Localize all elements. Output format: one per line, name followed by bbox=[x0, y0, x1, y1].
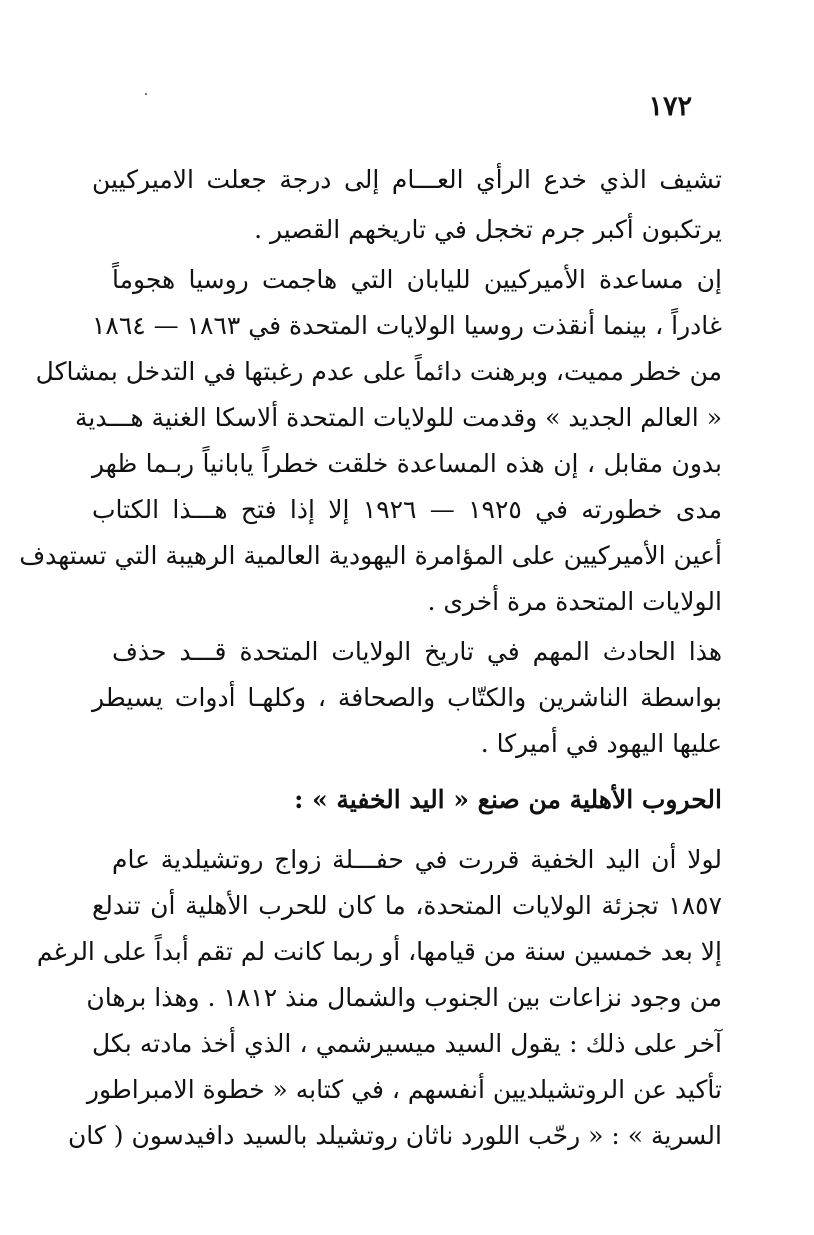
text-line: الولايات المتحدة مرة أخرى . bbox=[427, 587, 722, 616]
text-line: لولا أن اليد الخفية قررت في حفـــلة زواج روتشيلدية عام bbox=[112, 845, 722, 874]
scan-speck bbox=[145, 93, 147, 95]
text-line: إن مساعدة الأميركيين لليابان التي هاجمت روسيا هجوماً bbox=[112, 265, 722, 294]
text-line: تأكيد عن الروتشيلديين أنفسهم ، في كتابه « خطوة الامبراطور bbox=[86, 1075, 722, 1104]
text-line: « العالم الجديد » وقدمت للولايات المتحدة ألاسكا الغنية هـــدية bbox=[74, 403, 722, 432]
text-line: آخر على ذلك : يقول السيد ميسيرشمي ، الذي أخذ مادته بكل bbox=[92, 1029, 722, 1058]
text-line: السرية » : « رحّب اللورد ناثان روتشيلد بالسيد دافيدسون ( كان bbox=[67, 1121, 722, 1150]
text-line: ١٨٥٧ تجزئة الولايات المتحدة، ما كان للحرب الأهلية أن تندلع bbox=[92, 891, 722, 920]
text-line: مدى خطورته في ١٩٢٥ — ١٩٢٦ إلا إذا فتح هـــذا الكتاب bbox=[92, 495, 722, 524]
text-line: يرتكبون أكبر جرم تخجل في تاريخهم القصير . bbox=[254, 215, 722, 244]
text-line: أعين الأميركيين على المؤامرة اليهودية العالمية الرهيبة التي تستهدف bbox=[19, 541, 722, 570]
text-line: تشيف الذي خدع الرأي العـــام إلى درجة جعلت الاميركيين bbox=[92, 165, 722, 194]
text-line: بدون مقابل ، إن هذه المساعدة خلقت خطراً يابانياً ربـما ظهر bbox=[92, 449, 722, 478]
text-line: من خطر مميت، وبرهنت دائماً على عدم رغبتها في التدخل بمشاكل bbox=[35, 357, 722, 386]
text-line: هذا الحادث المهم في تاريخ الولايات المتحدة قـــد حذف bbox=[112, 637, 722, 666]
section-heading: الحروب الأهلية من صنع « اليد الخفية » : bbox=[294, 785, 722, 814]
text-line: عليها اليهود في أميركا . bbox=[480, 729, 722, 758]
text-line: من وجود نزاعات بين الجنوب والشمال منذ ١٨١٢ . وهذا برهان bbox=[86, 983, 722, 1012]
text-line: إلا بعد خمسين سنة من قيامها، أو ربما كانت لم تقم أبداً على الرغم bbox=[36, 937, 722, 966]
text-line: غادراً ، بينما أنقذت روسيا الولايات المتحدة في ١٨٦٣ — ١٨٦٤ bbox=[92, 311, 722, 340]
text-line: بواسطة الناشرين والكتّاب والصحافة ، وكلهـا أدوات يسيطر bbox=[92, 683, 722, 712]
page-number: ١٧٢ bbox=[648, 91, 692, 122]
